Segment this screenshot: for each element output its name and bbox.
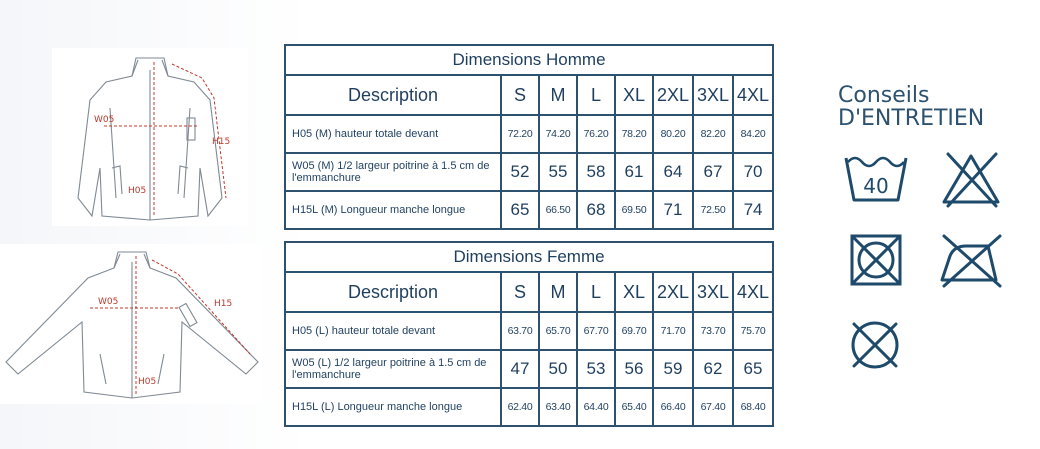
size-header: 3XL [693,272,733,312]
measure-cell: 71 [653,191,693,229]
femme-h05-label: H05 [138,377,157,387]
description-header: Description [285,272,501,312]
table-header-row [285,75,773,115]
measure-cell: 67.40 [693,388,733,426]
measure-cell: 67.70 [577,312,615,350]
measure-cell: 56 [615,350,653,388]
homme-w05-label: W05 [94,115,115,125]
size-table-homme [284,44,774,230]
table-header-row [285,272,773,312]
measure-cell: 59 [653,350,693,388]
measure-cell: 68.40 [733,388,773,426]
measure-cell: 80.20 [653,115,693,153]
care-heading-line2: D'ENTRETIEN [838,106,985,131]
measure-cell: 66.40 [653,388,693,426]
size-table-femme [284,241,774,427]
femme-h15-label: H15 [214,299,233,309]
measure-cell: 65.40 [615,388,653,426]
size-header: L [577,75,615,115]
no-dry-clean-icon [846,316,904,374]
measure-cell: 52 [501,153,539,191]
measure-cell: 64 [653,153,693,191]
size-header: 4XL [733,75,773,115]
measure-cell: 82.20 [693,115,733,153]
row-description: H15L (L) Longueur manche longue [285,388,501,426]
measure-cell: 67 [693,153,733,191]
measure-cell: 74 [733,191,773,229]
wash-temperature: 40 [863,174,889,198]
measure-cell: 50 [539,350,577,388]
measure-cell: 76.20 [577,115,615,153]
measure-cell: 78.20 [615,115,653,153]
table-row [285,115,773,153]
measure-cell: 71.70 [653,312,693,350]
size-header: XL [615,272,653,312]
measure-cell: 47 [501,350,539,388]
measure-cell: 65 [501,191,539,229]
row-description: H05 (M) hauteur totale devant [285,115,501,153]
measure-cell: 62.40 [501,388,539,426]
measure-cell: 73.70 [693,312,733,350]
no-tumble-dry-icon [848,232,904,288]
measure-cell: 61 [615,153,653,191]
no-bleach-icon [940,150,1002,208]
measure-cell: 68 [577,191,615,229]
size-header: M [539,272,577,312]
measure-cell: 69.70 [615,312,653,350]
measure-cell: 66.50 [539,191,577,229]
size-header: 2XL [653,272,693,312]
measure-cell: 72.20 [501,115,539,153]
table-title-femme: Dimensions Femme [285,242,773,272]
size-header: S [501,272,539,312]
measure-cell: 53 [577,350,615,388]
table-row [285,312,773,350]
measure-cell: 55 [539,153,577,191]
care-heading-line1: Conseils [838,83,930,108]
description-header: Description [285,75,501,115]
homme-h05-label: H05 [128,186,147,196]
row-description: H05 (L) hauteur totale devant [285,312,501,350]
row-description: W05 (M) 1/2 largeur poitrine à 1.5 cm de l'emmanchure [285,153,501,191]
size-header: L [577,272,615,312]
size-header: 4XL [733,272,773,312]
wash-40-icon [842,148,910,206]
measure-cell: 65.70 [539,312,577,350]
size-header: 2XL [653,75,693,115]
homme-h15-label: H15 [212,137,231,147]
size-header: S [501,75,539,115]
size-header: M [539,75,577,115]
measure-cell: 70 [733,153,773,191]
table-title-homme: Dimensions Homme [285,45,773,75]
row-description: W05 (L) 1/2 largeur poitrine à 1.5 cm de l'emmanchure [285,350,501,388]
measure-cell: 64.40 [577,388,615,426]
measure-cell: 69.50 [615,191,653,229]
row-description: H15L (M) Longueur manche longue [285,191,501,229]
measure-cell: 72.50 [693,191,733,229]
measure-cell: 63.40 [539,388,577,426]
size-header: XL [615,75,653,115]
table-row [285,153,773,191]
measure-cell: 65 [733,350,773,388]
size-header: 3XL [693,75,733,115]
no-iron-icon [936,230,1006,288]
measure-cell: 62 [693,350,733,388]
table-row [285,191,773,229]
measure-cell: 63.70 [501,312,539,350]
femme-w05-label: W05 [98,297,119,307]
table-row [285,388,773,426]
care-heading [838,84,984,130]
measure-cell: 74.20 [539,115,577,153]
measure-cell: 75.70 [733,312,773,350]
jacket-femme-diagram [0,244,262,404]
jacket-homme-diagram [52,48,248,226]
measure-cell: 84.20 [733,115,773,153]
table-row [285,350,773,388]
measure-cell: 58 [577,153,615,191]
